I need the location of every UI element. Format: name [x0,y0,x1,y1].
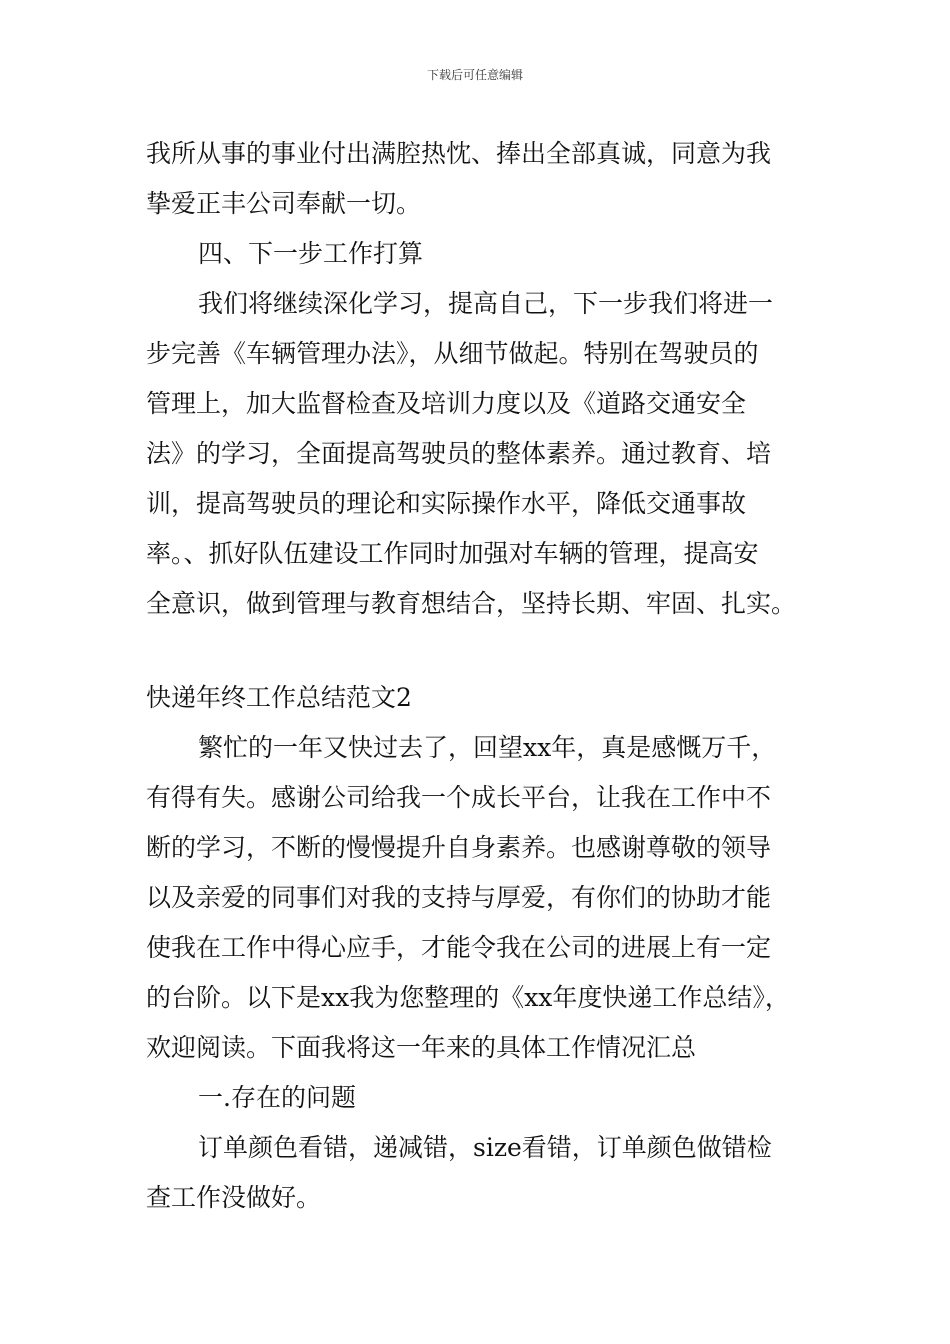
paragraph-line: 我们将继续深化学习，提高自己，下一步我们将进一 [198,289,774,318]
paragraph-line: 我所从事的事业付出满腔热忱、捧出全部真诚，同意为我 [146,139,772,168]
paragraph-line: 全意识，做到管理与教育想结合，坚持长期、牢固、扎实。 [146,589,797,618]
section-heading: 一.存在的问题 [198,1083,356,1112]
article-title: 快递年终工作总结范文2 [146,683,412,712]
paragraph-line: 使我在工作中得心应手，才能令我在公司的进展上有一定 [146,933,772,962]
paragraph-line: 步完善《车辆管理办法》，从细节做起。特别在驾驶员的 [146,339,759,368]
document-body [146,129,816,1223]
paragraph-line: 订单颜色看错，递减错，size看错，订单颜色做错检 [198,1133,772,1162]
paragraph-line: 以及亲爱的同事们对我的支持与厚爱，有你们的协助才能 [146,883,772,912]
section-spacer [146,629,816,673]
paragraph-line: 率。、抓好队伍建设工作同时加强对车辆的管理，提高安 [146,539,759,568]
paragraph-line: 断的学习，不断的慢慢提升自身素养。也感谢尊敬的领导 [146,833,772,862]
section-heading: 四、下一步工作打算 [198,239,424,268]
page-header-note: 下载后可任意编辑 [426,68,523,82]
paragraph-line: 法》的学习，全面提高驾驶员的整体素养。通过教育、培 [146,439,772,468]
paragraph-line: 繁忙的一年又快过去了，回望xx年，真是感慨万千， [198,733,777,762]
paragraph-line: 查工作没做好。 [146,1183,322,1212]
paragraph-line: 欢迎阅读。下面我将这一年来的具体工作情况汇总 [146,1033,697,1062]
paragraph-line: 挚爱正丰公司奉献一切。 [146,189,422,218]
paragraph-line: 训，提高驾驶员的理论和实际操作水平，降低交通事故 [146,489,747,518]
paragraph-line: 有得有失。感谢公司给我一个成长平台，让我在工作中不 [146,783,772,812]
paragraph-line: 的台阶。以下是xx我为您整理的《xx年度快递工作总结》， [146,983,790,1012]
paragraph-line: 管理上，加大监督检查及培训力度以及《道路交通安全 [146,389,747,418]
